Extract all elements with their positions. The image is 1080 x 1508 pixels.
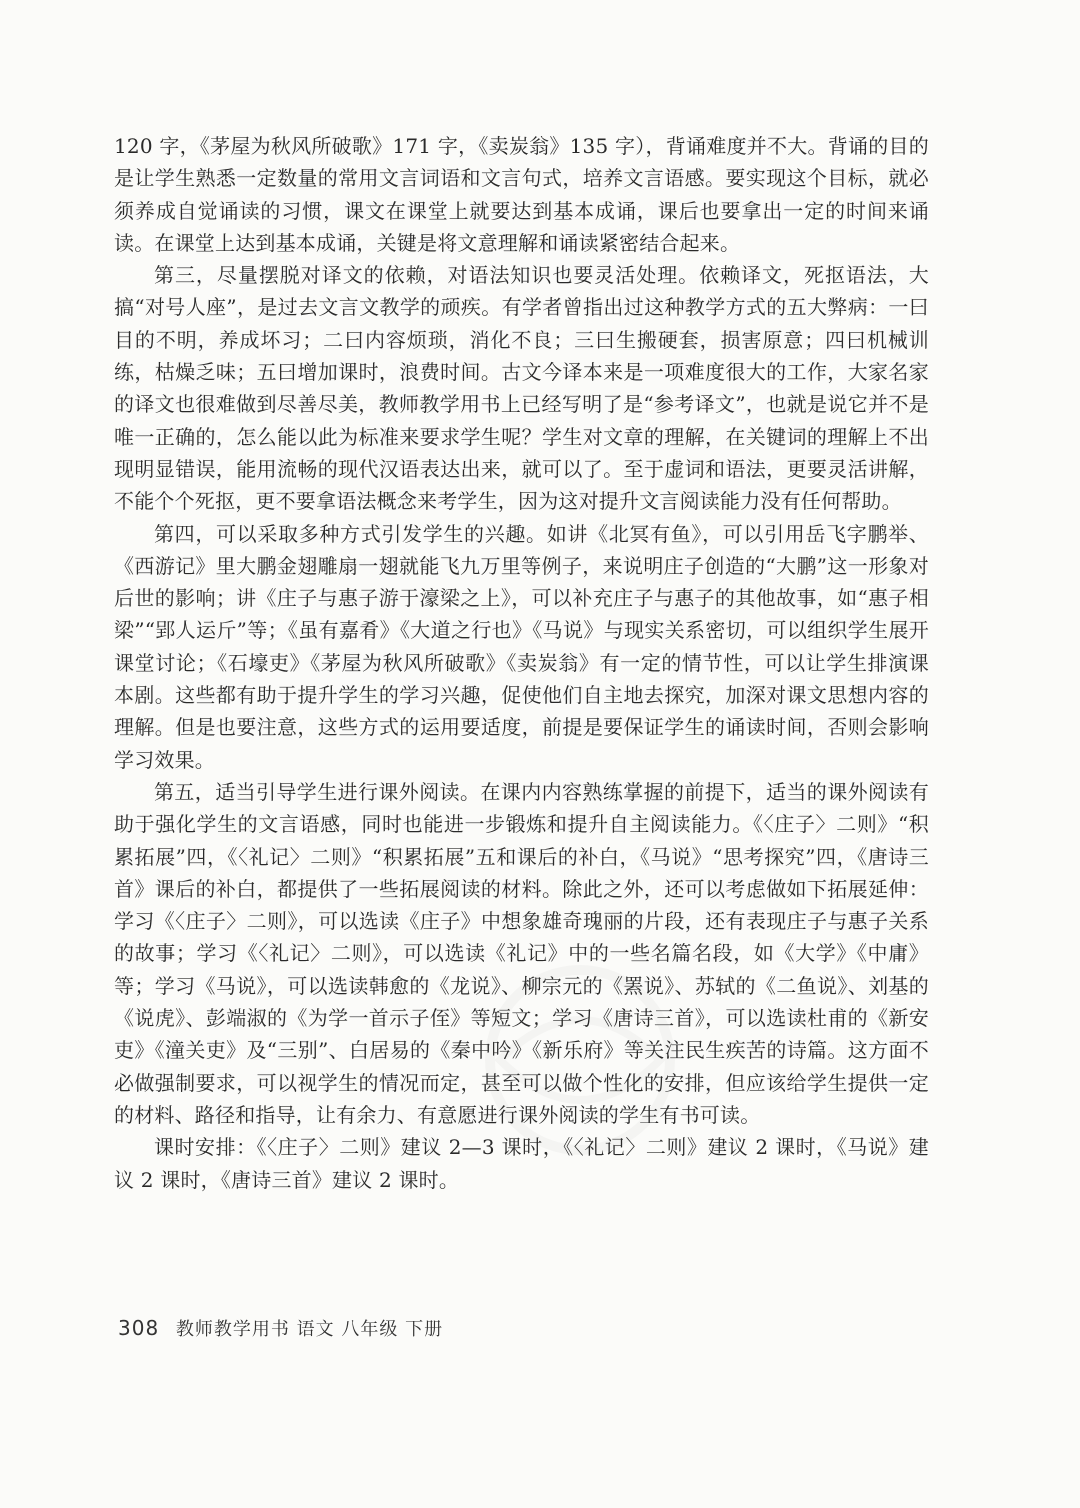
- book-title: 教师教学用书 语文 八年级 下册: [175, 1319, 444, 1340]
- paragraph-recitation-continued: 120 字，《茅屋为秋风所破歌》171 字，《卖炭翁》135 字），背诵难度并不大。背诵的目的是让学生熟悉一定数量的常用文言词语和文言句式，培养文言语感。要实现这个目标，就必须养成自觉诵读的习惯，课文在课堂上就要达到基本成诵，课后也要拿出一定的时间来诵读。在课堂上达到基本成诵，关键是将文意理解和诵读紧密结合起来。: [114, 134, 929, 255]
- paragraph-fifth-point: 第五，适当引导学生进行课外阅读。在课内内容熟练掌握的前提下，适当的课外阅读有助于强化学生的文言语感，同时也能进一步锻炼和提升自主阅读能力。《〈庄子〉二则》“积累拓展”四，《〈礼记〉二则》“积累拓展”五和课后的补白，《马说》“思考探究”四，《唐诗三首》课后的补白，都提供了一些拓展阅读的材料。除此之外，还可以考虑做如下拓展延伸：学习《〈庄子〉二则》，可以选读《庄子》中想象雄奇瑰丽的片段，还有表现庄子与惠子关系的故事；学习《〈礼记〉二则》，可以选读《礼记》中的一些名篇名段，如《大学》《中庸》等；学习《马说》，可以选读韩愈的《龙说》、柳宗元的《罴说》、苏轼的《二鱼说》、刘基的《说虎》、彭端淑的《为学一首示子侄》等短文；学习《唐诗三首》，可以选读杜甫的《新安吏》《潼关吏》及“三别”、白居易的《秦中吟》《新乐府》等关注民生疾苦的诗篇。这方面不必做强制要求，可以视学生的情况而定，甚至可以做个性化的安排，但应该给学生提供一定的材料、路径和指导，让有余力、有意愿进行课外阅读的学生有书可读。: [114, 779, 929, 1127]
- paragraph-class-schedule: 课时安排：《〈庄子〉二则》建议 2—3 课时，《〈礼记〉二则》建议 2 课时，《马说》建议 2 课时，《唐诗三首》建议 2 课时。: [114, 1135, 929, 1192]
- paragraph-fourth-point: 第四，可以采取多种方式引发学生的兴趣。如讲《北冥有鱼》，可以引用岳飞字鹏举、《西游记》里大鹏金翅雕扇一翅就能飞九万里等例子，来说明庄子创造的“大鹏”这一形象对后世的影响；讲《庄子与惠子游于濠梁之上》，可以补充庄子与惠子的其他故事，如“惠子相梁”“郢人运斤”等；《虽有嘉肴》《大道之行也》《马说》与现实关系密切，可以组织学生展开课堂讨论；《石壕吏》《茅屋为秋风所破歌》《卖炭翁》有一定的情节性，可以让学生排演课本剧。这些都有助于提升学生的学习兴趣，促使他们自主地去探究，加深对课文思想内容的理解。但是也要注意，这些方式的运用要适度，前提是要保证学生的诵读时间，否则会影响学习效果。: [114, 521, 929, 772]
- page-footer: [118, 1315, 443, 1341]
- paragraph-third-point: 第三，尽量摆脱对译文的依赖，对语法知识也要灵活处理。依赖译文，死抠语法，大搞“对号人座”，是过去文言文教学的顽疾。有学者曾指出过这种教学方式的五大弊病：一曰目的不明，养成坏习；二曰内容烦琐，消化不良；三曰生搬硬套，损害原意；四曰机械训练，枯燥乏味；五曰增加课时，浪费时间。古文今译本来是一项难度很大的工作，大家名家的译文也很难做到尽善尽美，教师教学用书上已经写明了是“参考译文”，也就是说它并不是唯一正确的，怎么能以此为标准来要求学生呢？学生对文章的理解，在关键词的理解上不出现明显错误，能用流畅的现代汉语表达出来，就可以了。至于虚词和语法，更要灵活讲解，不能个个死抠，更不要拿语法概念来考学生，因为这对提升文言阅读能力没有任何帮助。: [114, 263, 929, 514]
- body-text: [114, 130, 929, 1196]
- page-number: 308: [118, 1316, 160, 1340]
